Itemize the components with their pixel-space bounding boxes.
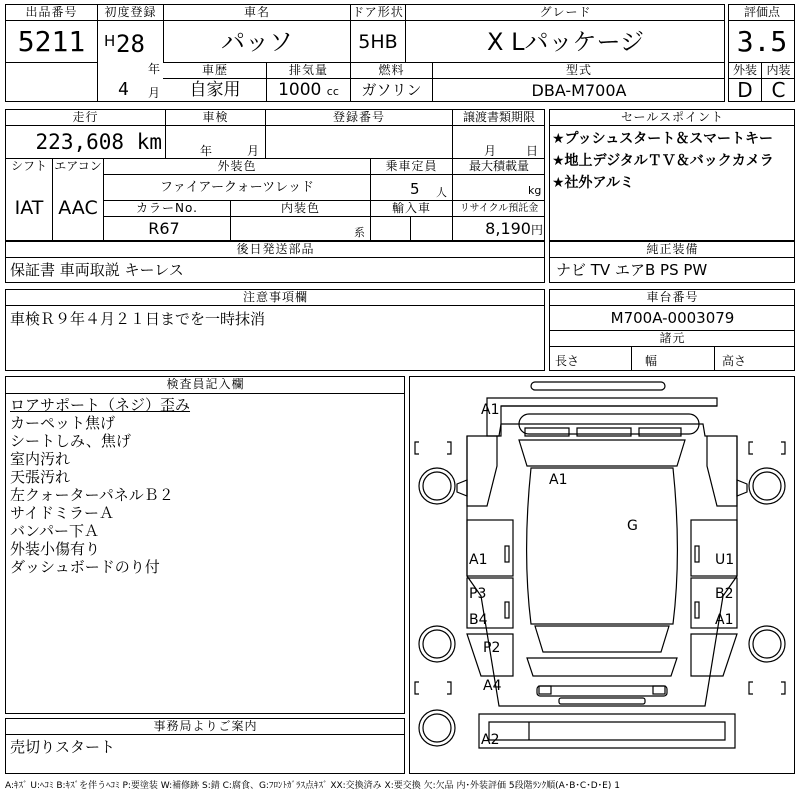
damage-mark: A2 xyxy=(481,732,500,748)
damage-mark: A1 xyxy=(469,552,488,568)
inspector-item: サイドミラーＡ xyxy=(10,504,114,522)
inspector-list xyxy=(10,396,400,576)
sales-point-3: ★社外アルミ xyxy=(552,175,634,191)
max-load-unit: kg xyxy=(528,184,542,197)
ac-label: エアコン xyxy=(54,160,102,173)
reg-no-label: 登録番号 xyxy=(332,111,385,124)
legend: A:ｷｽﾞ U:ﾍｺﾐ B:ｷｽﾞを伴うﾍｺﾐ P:要塗装 W:補修跡 S:錆 C:腐食、G:ﾌﾛﾝﾄｶﾞﾗｽ点ｷｽﾞ XX:交換済み X:要交換 欠:欠品 内･外装評価 5段階ﾗﾝｸ順(A･B･C･D･E) 1 xyxy=(5,781,620,791)
first-reg-month: 4 xyxy=(118,80,129,100)
score-value: 3.5 xyxy=(736,25,788,58)
recycle-unit: 円 xyxy=(530,223,543,237)
office-value: 売切りスタート xyxy=(10,738,116,756)
later-parts-label: 後日発送部品 xyxy=(236,243,315,256)
inspector-item: 天張汚れ xyxy=(10,468,71,486)
int-color-label: 内装色 xyxy=(280,202,320,215)
damage-mark: A1 xyxy=(715,612,734,628)
equipment-label: 純正装備 xyxy=(646,243,699,256)
damage-mark: A4 xyxy=(483,678,502,694)
score-ext: D xyxy=(737,79,753,101)
displacement-value xyxy=(267,80,350,102)
grade-label: グレード xyxy=(539,6,592,19)
first-reg-year-unit: 年 xyxy=(148,62,161,76)
damage-mark: P2 xyxy=(483,640,501,656)
inspector-item: 左クォーターパネルＢ２ xyxy=(10,486,174,504)
first-reg-month-unit: 月 xyxy=(148,86,161,100)
sales-point-1: ★プッシュスタート＆スマートキー xyxy=(552,131,774,147)
max-load-label: 最大積載量 xyxy=(468,160,529,173)
mileage-value xyxy=(6,129,162,155)
specs-length: 長さ xyxy=(555,354,580,368)
lot-label: 出品番号 xyxy=(25,6,78,19)
inspector-item: ダッシュボードのり付 xyxy=(10,558,160,576)
recycle-label: リサイクル預託金 xyxy=(459,203,539,214)
specs-label: 諸元 xyxy=(659,332,686,345)
specs-width: 幅 xyxy=(645,354,658,368)
inspection-label: 車検 xyxy=(202,111,229,124)
sales-points-label: セールスポイント xyxy=(621,111,724,124)
inspector-label: 検査員記入欄 xyxy=(166,378,245,391)
capacity-value: 5 xyxy=(410,180,420,198)
car-name-value: パッソ xyxy=(221,28,293,56)
car-diagram xyxy=(409,376,795,774)
grade-value: X Lパッケージ xyxy=(487,28,644,56)
score-int: C xyxy=(771,79,786,101)
color-no-value: R67 xyxy=(148,219,180,238)
mileage-number: 223,608 xyxy=(35,130,125,154)
score-int-label: 内装 xyxy=(766,64,791,77)
capacity-label: 乗車定員 xyxy=(385,160,438,173)
displacement-unit: cc xyxy=(326,85,339,98)
ext-color-label: 外装色 xyxy=(217,160,257,173)
car-name-label: 車名 xyxy=(243,6,270,19)
inspection-year-unit: 年 xyxy=(200,144,213,158)
int-color-unit: 系 xyxy=(354,226,365,239)
score-ext-label: 外装 xyxy=(732,64,757,77)
mileage-label: 走行 xyxy=(72,111,99,124)
inspector-item: ロアサポート（ネジ）歪み xyxy=(10,396,191,414)
transfer-day-unit: 日 xyxy=(526,144,539,158)
specs-height: 高さ xyxy=(722,354,747,368)
damage-mark: A1 xyxy=(481,402,500,418)
damage-mark: B4 xyxy=(469,612,488,628)
displacement-number: 1000 xyxy=(278,80,322,100)
mileage-unit: km xyxy=(136,130,162,154)
inspection-month-unit: 月 xyxy=(247,144,260,158)
door-value: 5HB xyxy=(358,31,398,53)
recycle-number: 8,190 xyxy=(485,219,531,238)
first-reg-year: 28 xyxy=(116,30,145,58)
damage-mark: G xyxy=(627,518,638,534)
fuel-label: 燃料 xyxy=(378,64,405,77)
score-label: 評価点 xyxy=(743,6,780,19)
later-parts-value: 保証書 車両取説 キーレス xyxy=(10,261,184,279)
inspector-item: バンパー下Ａ xyxy=(10,522,99,540)
notes-value: 車検Ｒ９年４月２１日までを一時抹消 xyxy=(10,310,266,328)
first-reg-label: 初度登録 xyxy=(104,6,157,19)
damage-mark: B2 xyxy=(715,586,734,602)
damage-mark: A1 xyxy=(549,472,568,488)
shift-label: シフト xyxy=(10,160,47,173)
color-no-label: カラーNo. xyxy=(136,202,198,215)
chassis-value: M700A-0003079 xyxy=(610,309,735,327)
first-reg-era: H xyxy=(104,32,116,50)
transfer-month-unit: 月 xyxy=(484,144,497,158)
fuel-value: ガソリン xyxy=(361,81,422,99)
capacity-unit: 人 xyxy=(436,186,447,199)
recycle-value xyxy=(453,219,543,240)
inspector-item: カーペット焦げ xyxy=(10,414,116,432)
notes-label: 注意事項欄 xyxy=(242,291,308,304)
lot-number: 5211 xyxy=(17,25,86,58)
office-label: 事務局よりご案内 xyxy=(153,720,258,733)
model-value: DBA-M700A xyxy=(531,81,627,100)
damage-mark: P3 xyxy=(469,586,487,602)
ext-color-value: ファイアークォーツレッド xyxy=(160,180,314,195)
equipment-value: ナビ TV エアB PS PW xyxy=(556,261,708,279)
transfer-deadline-label: 譲渡書類期限 xyxy=(462,111,535,124)
model-label: 型式 xyxy=(565,64,592,77)
door-label: ドア形状 xyxy=(352,6,404,19)
sales-point-2: ★地上デジタルＴＶ＆バックカメラ xyxy=(552,153,774,169)
inspector-item: 室内汚れ xyxy=(10,450,71,468)
damage-mark: U1 xyxy=(715,552,735,568)
inspector-item: 外装小傷有り xyxy=(10,540,101,558)
history-value: 自家用 xyxy=(189,80,241,100)
history-label: 車歴 xyxy=(201,64,228,77)
chassis-label: 車台番号 xyxy=(646,291,699,304)
inspector-item: シートしみ、焦げ xyxy=(10,432,131,450)
import-label: 輸入車 xyxy=(391,202,431,215)
shift-value: IAT xyxy=(14,197,44,219)
displacement-label: 排気量 xyxy=(288,64,328,77)
ac-value: AAC xyxy=(58,197,98,219)
